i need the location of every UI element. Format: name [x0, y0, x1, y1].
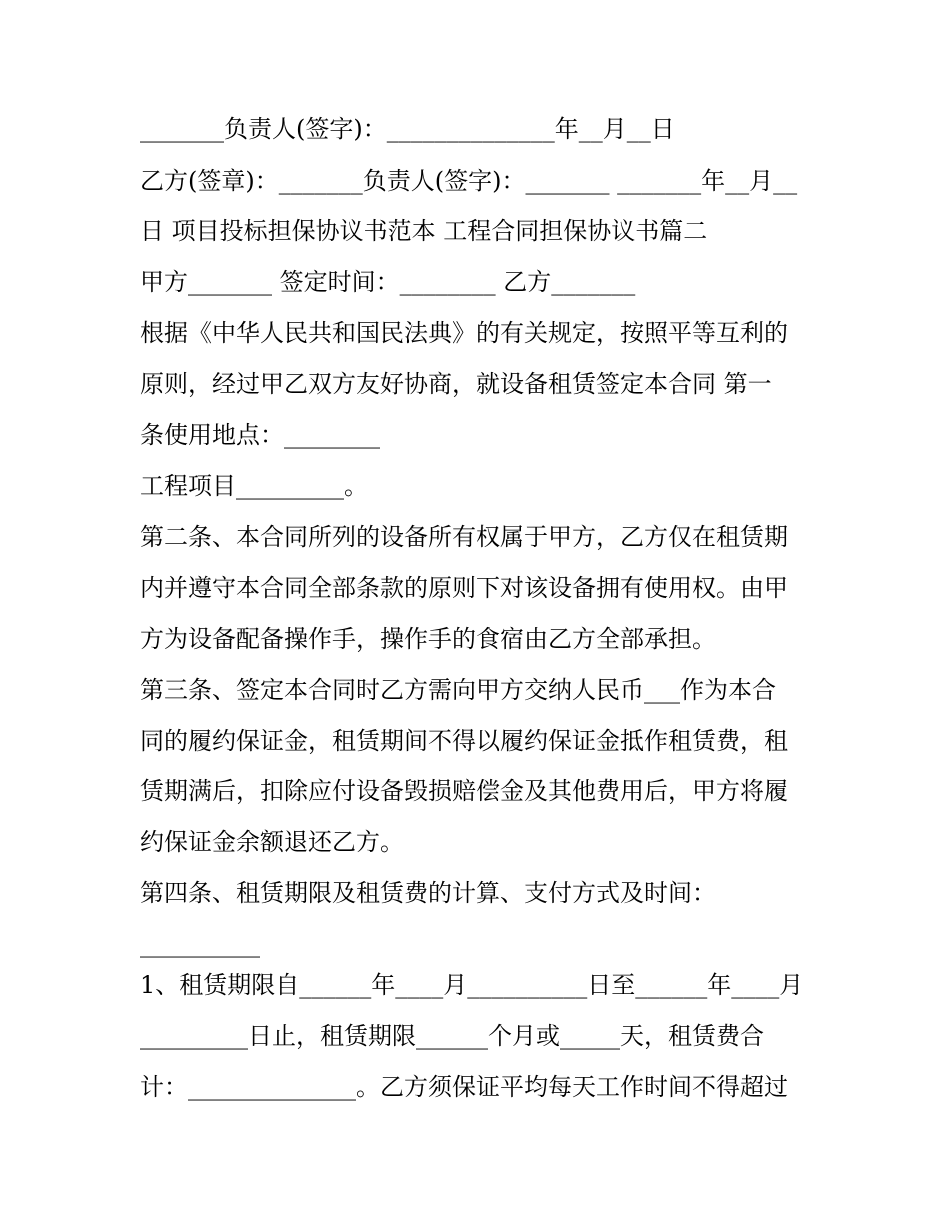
text-line-signature-a: _______负责人(签字)：______________年__月__日 [140, 115, 675, 143]
text-line-preamble-1: 根据《中华人民共和国民法典》的有关规定，按照平等互利的 [140, 319, 788, 347]
text-line-location: 条使用地点：________ [140, 421, 380, 449]
text-line-article-3-2: 同的履约保证金，租赁期间不得以履约保证金抵作租赁费，租 [140, 727, 788, 755]
text-line-term-1: 1、租赁期限自______年____月__________日至______年____月 [140, 971, 804, 999]
text-line-parties: 甲方_______ 签定时间：________ 乙方_______ [140, 268, 636, 296]
text-line-title: 日 项目投标担保协议书范本 工程合同担保协议书篇二 [140, 217, 708, 245]
text-line-term-2: _________日止，租赁期限______个月或_____天，租赁费合 [140, 1022, 764, 1050]
text-line-blank: __________ [140, 930, 260, 958]
text-line-article-2-2: 内并遵守本合同全部条款的原则下对该设备拥有使用权。由甲 [140, 574, 788, 602]
text-line-term-3: 计：______________。乙方须保证平均每天工作时间不得超过 [140, 1073, 788, 1101]
text-line-article-2-1: 第二条、本合同所列的设备所有权属于甲方，乙方仅在租赁期 [140, 523, 788, 551]
text-line-article-3-4: 约保证金余额退还乙方。 [140, 828, 404, 856]
text-line-project: 工程项目_________。 [140, 472, 368, 500]
text-line-article-4: 第四条、租赁期限及租赁费的计算、支付方式及时间： [140, 879, 716, 907]
text-line-party-b-seal: 乙方(签章)：_______负责人(签字)：_______ _______年__月__ [140, 167, 798, 195]
text-line-preamble-2: 原则，经过甲乙双方友好协商，就设备租赁签定本合同 第一 [140, 370, 772, 398]
text-line-article-3-3: 赁期满后，扣除应付设备毁损赔偿金及其他费用后，甲方将履 [140, 777, 788, 805]
text-line-article-2-3: 方为设备配备操作手，操作手的食宿由乙方全部承担。 [140, 625, 716, 653]
text-line-article-3-1: 第三条、签定本合同时乙方需向甲方交纳人民币___作为本合 [140, 676, 776, 704]
